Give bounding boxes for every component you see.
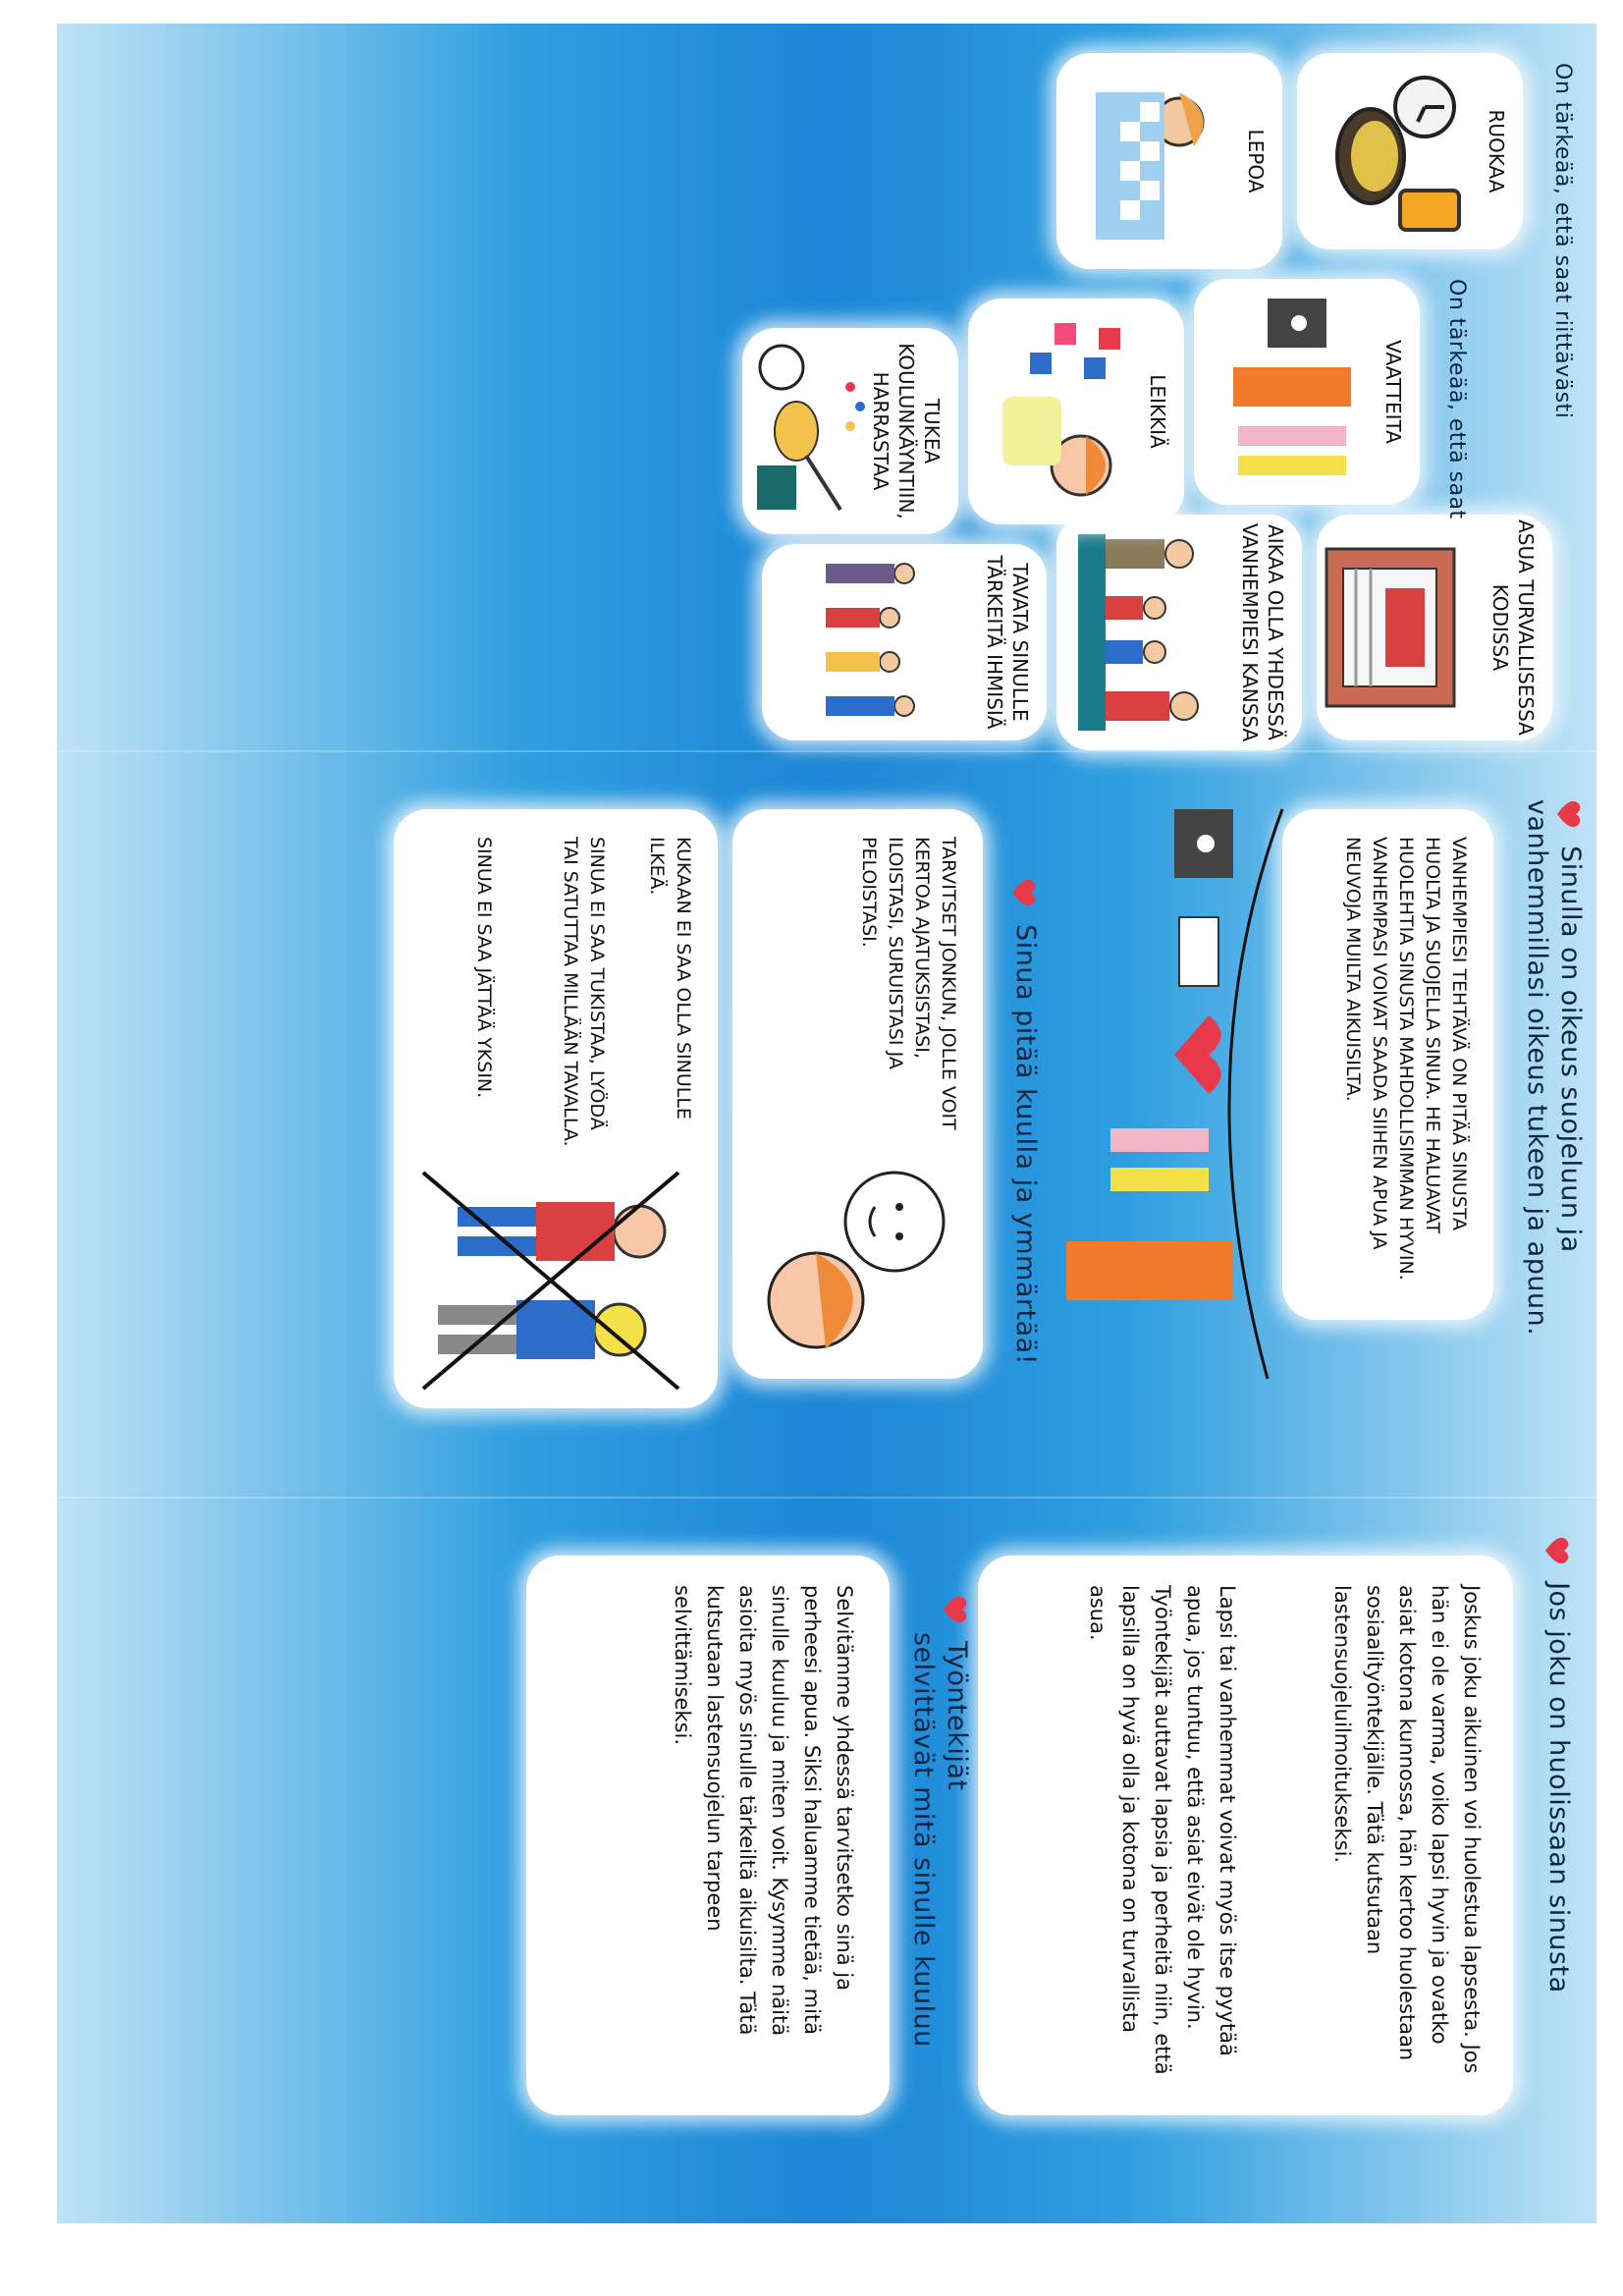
card-tukea (742, 328, 958, 534)
clothes-icon (1199, 279, 1376, 505)
card-tavata (762, 544, 1047, 740)
clothesline-illustration (1047, 750, 1302, 1497)
card-leikkia (968, 299, 1184, 524)
heard-text: TARVITSET JONKUN, JOLLE VOIT KERTOA AJATUKSISTASI, ILOISTASI, SURUISTASI JA PELOISTASI. (858, 837, 959, 1130)
card-aikaa-label: AIKAA OLLA YHDESSÄ VANHEMPIESI KANSSA (1238, 522, 1287, 742)
card-lepoa-label: LEPOA (1244, 129, 1268, 193)
card-parents-duty (1282, 809, 1493, 1320)
panel-concern (57, 1497, 1596, 2223)
rest-icon (1061, 53, 1238, 269)
card-leikkia-label: LEIKKIÄ (1146, 374, 1169, 449)
card-no-harm (394, 809, 718, 1408)
heading-enough: On tärkeää, että saat riittävästi (1550, 63, 1575, 419)
heading-heard (1008, 878, 1042, 1428)
card-asua-label: ASUA TURVALLISESSA KODISSA (1488, 519, 1538, 736)
card-tukea-label: TUKEA KOULUNKÄYNTIIN, HARRASTAA (869, 343, 944, 519)
parents-duty-text: VANHEMPIESI TEHTÄVÄ ON PITÄÄ SINUSTA HUOLTA JA SUOJELLA SINUA. HE HALUAVAT HUOLEHTIA SINUSTA MAHDOLLISIMMAN HYVIN. VANHEMPASI VOIVAT SAADA SIIHEN APUA JA NEUVOJA MUILTA AIKUISILTA. (1342, 837, 1470, 1281)
brochure-scan (57, 24, 1596, 2223)
card-ruokaa (1297, 53, 1523, 249)
family-icon (1056, 515, 1214, 750)
panel-rights-needs (57, 24, 1596, 750)
home-icon (1297, 515, 1464, 740)
heading-protection (1520, 799, 1587, 1428)
food-icon (1302, 53, 1479, 249)
heart-icon (1557, 799, 1583, 829)
heart-icon (944, 1595, 969, 1624)
heading-heard-text: Sinua pitää kuulla ja ymmärtää! (1010, 924, 1041, 1366)
card-asua (1317, 515, 1552, 740)
no-harm-text-2: SINUA EI SAA TUKISTAA, LYÖDÄ TAI SATUTTAA MILLÄÄN TAVALLA. (560, 837, 608, 1147)
concern-text-1: Joskus joku aikuinen voi huolestua lapsesta. Jos hän ei ole varma, voiko lapsi hyvin ja ovatko asiat kotona kunnossa, hän kertoo huolestaan sosiaalityöntekijälle. Tätä kutsutaan lastensuojeluilmoitukseksi. (1330, 1585, 1484, 2074)
people-icon (772, 544, 929, 740)
workers-text: Selvitämme yhdessä tarvitsetko sinä ja perheesi apua. Siksi haluamme tietää, mitä sinulle kuuluu ja miten voit. Kysymme näitä asioita myös sinulle tärkeiltä aikuisilta. Tätä kutsutaan lastensuojelun tarpeen selvittämiseksi. (671, 1585, 856, 2037)
card-vaatteita (1194, 279, 1420, 505)
card-vaatteita-label: VAATTEITA (1381, 340, 1405, 444)
heart-icon (1545, 1536, 1571, 1565)
heading-protection-text: Sinulla on oikeus suojeluun ja vanhemmillasi oikeus tukeen ja apuun. (1522, 799, 1586, 1337)
heading-workers-line-1: Työntekijät (942, 1641, 972, 1791)
card-aikaa (1056, 515, 1302, 750)
panel-protection (57, 750, 1596, 1497)
concern-text-2: Lapsi tai vanhemmat voivat myös itse pyytää apua, jos tuntuu, että asiat eivät ole hyvin. Työntekijät auttavat lapsia ja perheitä niin, että lapsilla on hyvä olla ja kotona on turvallista asua. (1086, 1585, 1239, 2075)
heading-important: On tärkeää, että saat (1444, 279, 1469, 519)
no-harm-text-3: SINUA EI SAA JÄTTÄÄ YKSIN. (473, 837, 495, 1099)
card-workers (526, 1556, 890, 2115)
heading-concern-text: Jos joku on huolissaan sinusta (1543, 1582, 1574, 1994)
heading-concern (1542, 1536, 1575, 2164)
no-violence-illustration (413, 1163, 698, 1398)
no-harm-text-1: KUKAAN EI SAA OLLA SINULLE ILKEÄ. (646, 837, 694, 1120)
heading-workers (906, 1595, 973, 2145)
brochure-sheet (57, 24, 1596, 2223)
card-tavata-label: TAVATA SINULLE TÄRKEITÄ IHMISIÄ (983, 555, 1032, 730)
card-ruokaa-label: RUOKAA (1485, 109, 1508, 193)
school-hobby-icon (742, 328, 880, 534)
talking-faces-illustration (757, 1143, 963, 1369)
play-icon (973, 299, 1140, 524)
card-heard (732, 809, 983, 1379)
heart-icon (1012, 878, 1038, 907)
card-lepoa (1056, 53, 1282, 269)
card-concern (978, 1556, 1513, 2115)
heading-workers-line-2: selvittävät mitä sinulle kuuluu (908, 1632, 939, 2048)
